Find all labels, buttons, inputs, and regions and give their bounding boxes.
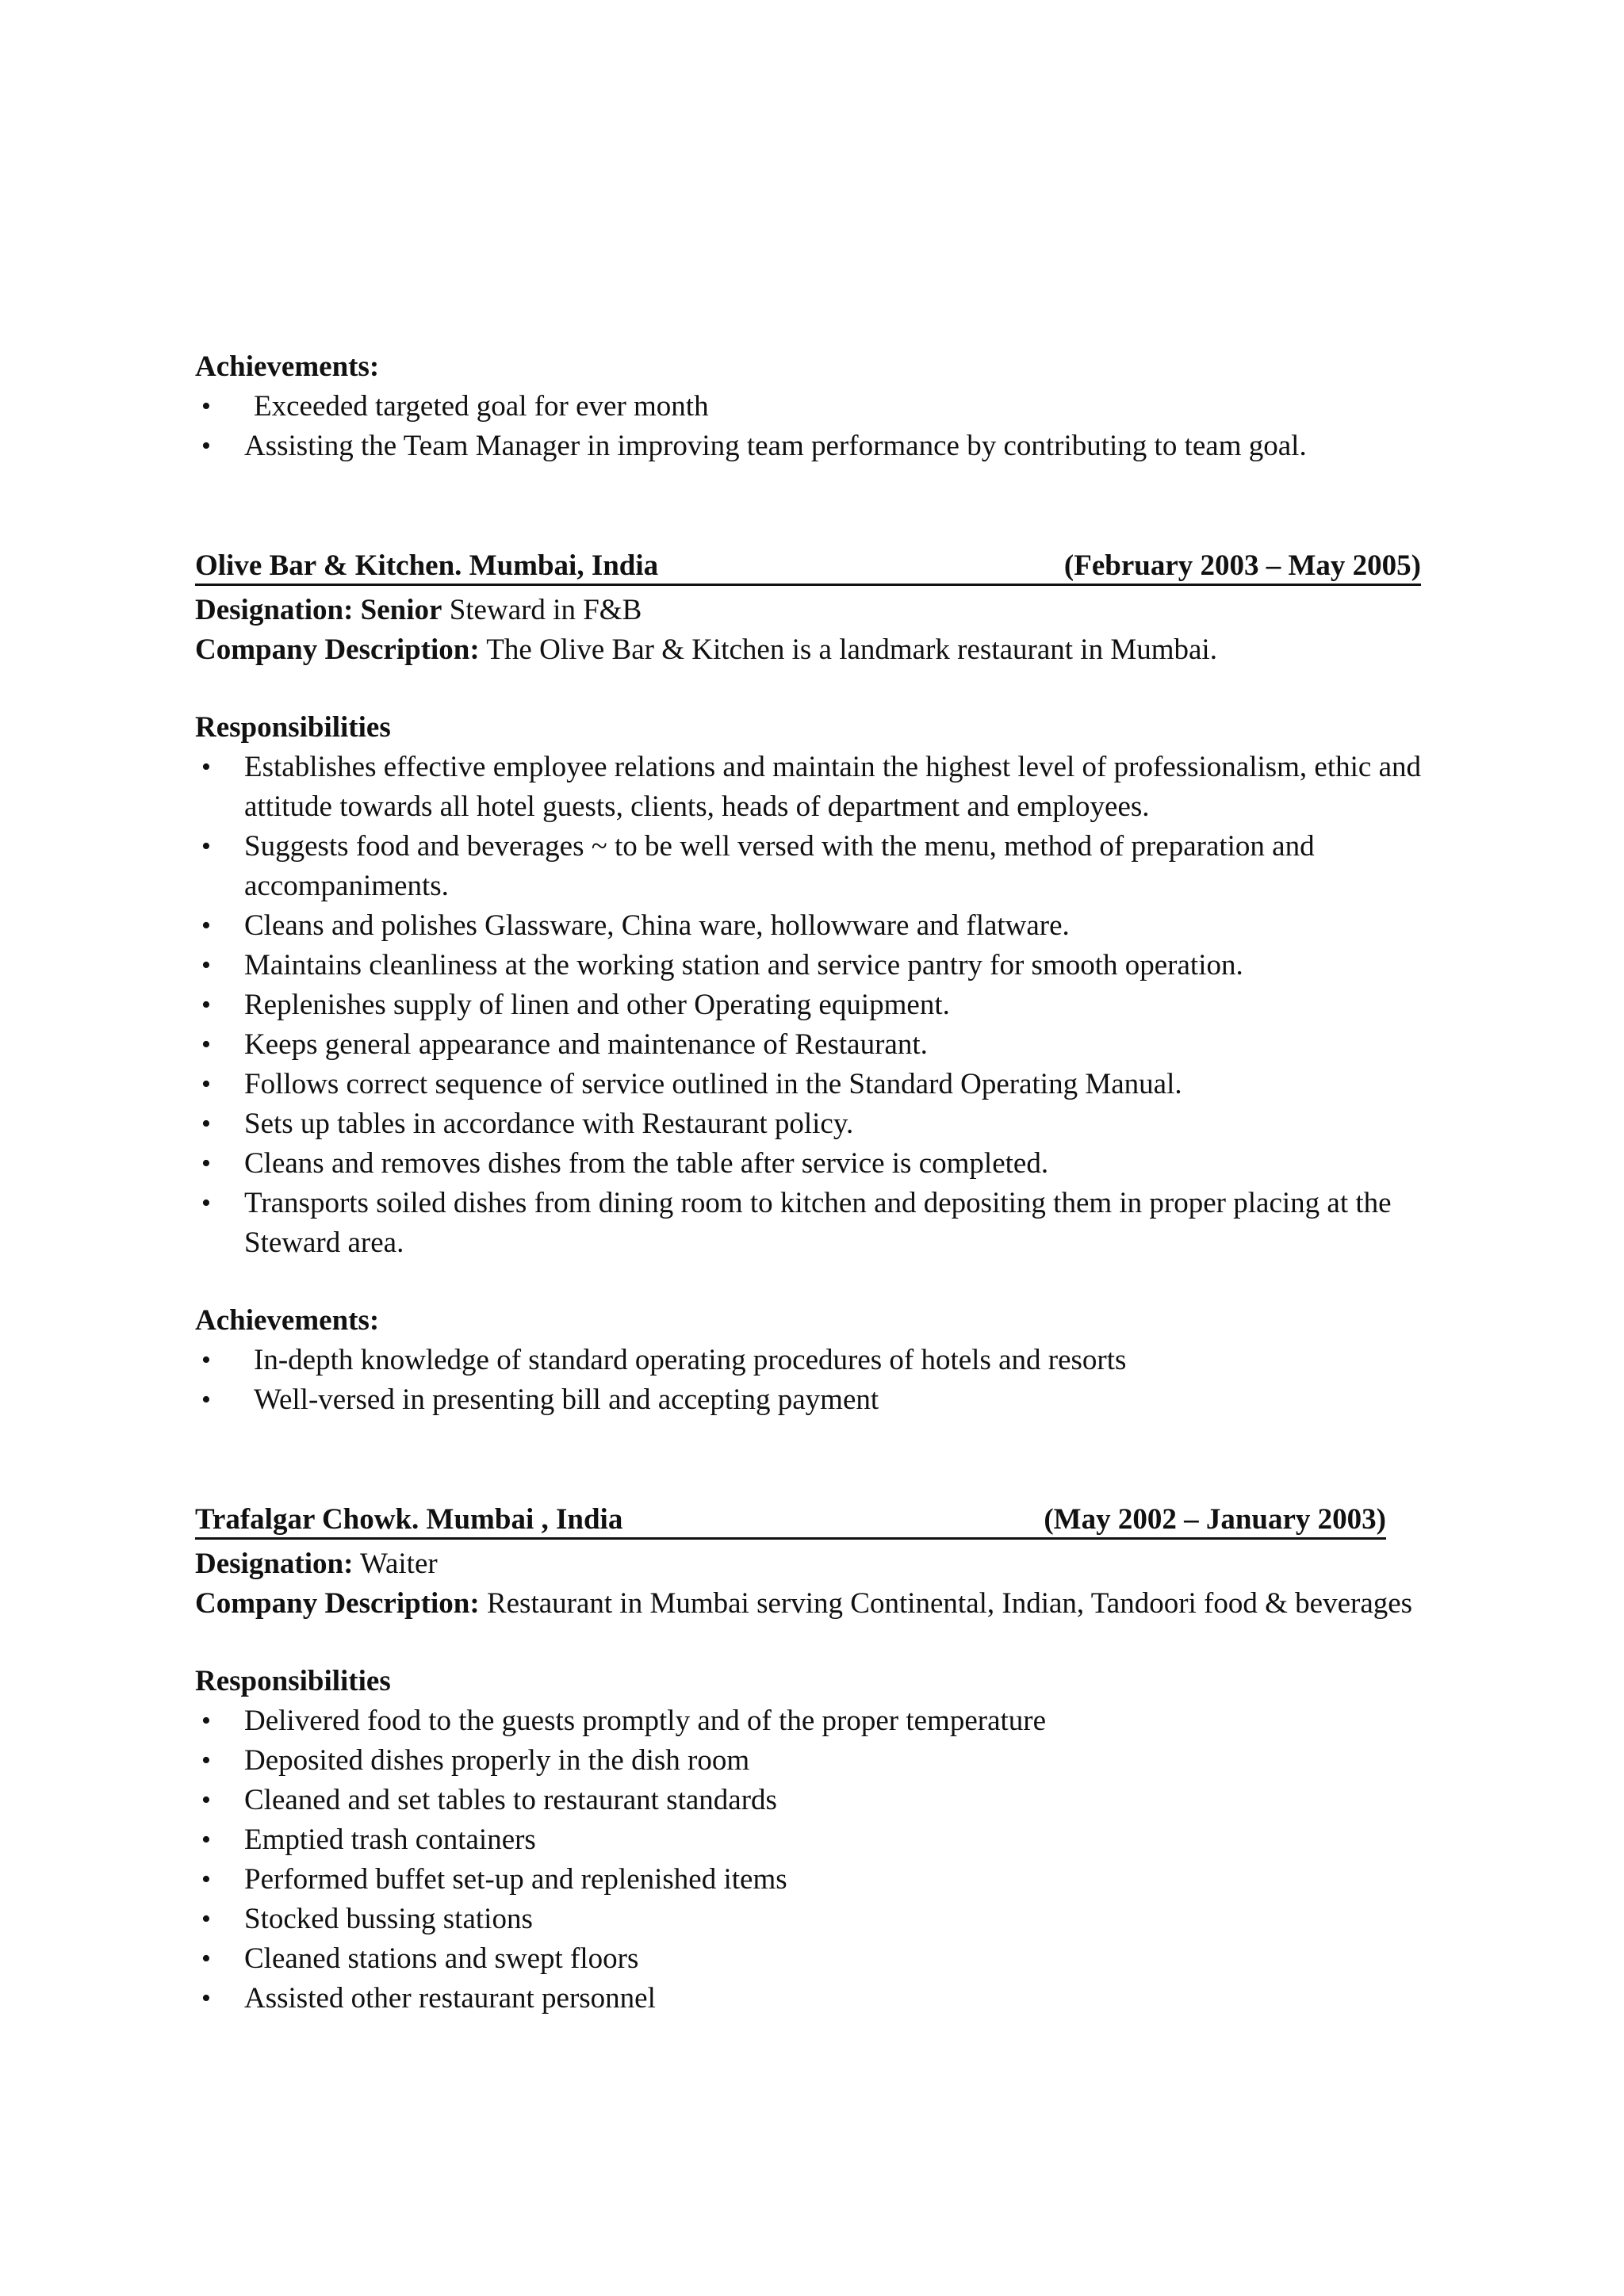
list-item: • Assisted other restaurant personnel: [195, 1979, 1448, 2019]
job-header-trafalgar: [195, 1502, 1386, 1540]
achievements-list: [195, 1341, 1448, 1420]
list-item: • Delivered food to the guests promptly and of the proper temperature: [195, 1701, 1448, 1741]
responsibilities-list: [195, 1701, 1448, 2019]
list-item: • Well-versed in presenting bill and accepting payment: [195, 1380, 1448, 1420]
achievements-list: [195, 387, 1448, 466]
achievements-heading: Achievements:: [195, 1304, 380, 1337]
list-item: • Performed buffet set-up and replenished items: [195, 1860, 1448, 1900]
list-item: • Establishes effective employee relations and maintain the highest level of professionalism, ethic and attitude towards all hotel guests, clients, heads of department and employees.: [195, 748, 1448, 827]
designation-line: Designation: Waiter: [195, 1548, 438, 1580]
list-item: • Deposited dishes properly in the dish room: [195, 1741, 1448, 1781]
list-item: • Emptied trash containers: [195, 1820, 1448, 1860]
job-header-olive: [195, 549, 1421, 586]
list-item: • Maintains cleanliness at the working station and service pantry for smooth operation.: [195, 946, 1448, 985]
list-item: • Follows correct sequence of service outlined in the Standard Operating Manual.: [195, 1065, 1448, 1104]
company-description: Company Description: Restaurant in Mumbai serving Continental, Indian, Tandoori food & beverages: [195, 1587, 1413, 1620]
list-item: • Exceeded targeted goal for ever month: [195, 387, 1448, 427]
list-item: • Cleans and removes dishes from the table after service is completed.: [195, 1144, 1448, 1184]
employment-period: (May 2002 – January 2003): [1044, 1503, 1386, 1536]
employer-name: Olive Bar & Kitchen. Mumbai, India: [195, 549, 659, 582]
designation-line: Designation: Senior Steward in F&B: [195, 594, 642, 626]
list-item: • Cleaned and set tables to restaurant standards: [195, 1781, 1448, 1820]
list-item: • Transports soiled dishes from dining room to kitchen and depositing them in proper placing at the Steward area.: [195, 1184, 1448, 1263]
employment-period: (February 2003 – May 2005): [1063, 549, 1421, 582]
company-description: Company Description: The Olive Bar & Kitchen is a landmark restaurant in Mumbai.: [195, 633, 1217, 666]
achievements-heading: Achievements:: [195, 350, 380, 383]
list-item: • Sets up tables in accordance with Restaurant policy.: [195, 1104, 1448, 1144]
list-item: • Replenishes supply of linen and other Operating equipment.: [195, 985, 1448, 1025]
list-item: • Suggests food and beverages ~ to be well versed with the menu, method of preparation and accompaniments.: [195, 827, 1448, 906]
responsibilities-heading: Responsibilities: [195, 1665, 391, 1697]
resume-page: [195, 347, 1448, 2019]
responsibilities-heading: Responsibilities: [195, 711, 391, 744]
list-item: • Stocked bussing stations: [195, 1900, 1448, 1939]
list-item: • Cleans and polishes Glassware, China ware, hollowware and flatware.: [195, 906, 1448, 946]
employer-name: Trafalgar Chowk. Mumbai , India: [195, 1503, 623, 1536]
responsibilities-list: [195, 748, 1448, 1263]
list-item: • Cleaned stations and swept floors: [195, 1939, 1448, 1979]
list-item: • Keeps general appearance and maintenance of Restaurant.: [195, 1025, 1448, 1065]
list-item: • Assisting the Team Manager in improving team performance by contributing to team goal.: [195, 427, 1448, 466]
list-item: • In-depth knowledge of standard operating procedures of hotels and resorts: [195, 1341, 1448, 1380]
